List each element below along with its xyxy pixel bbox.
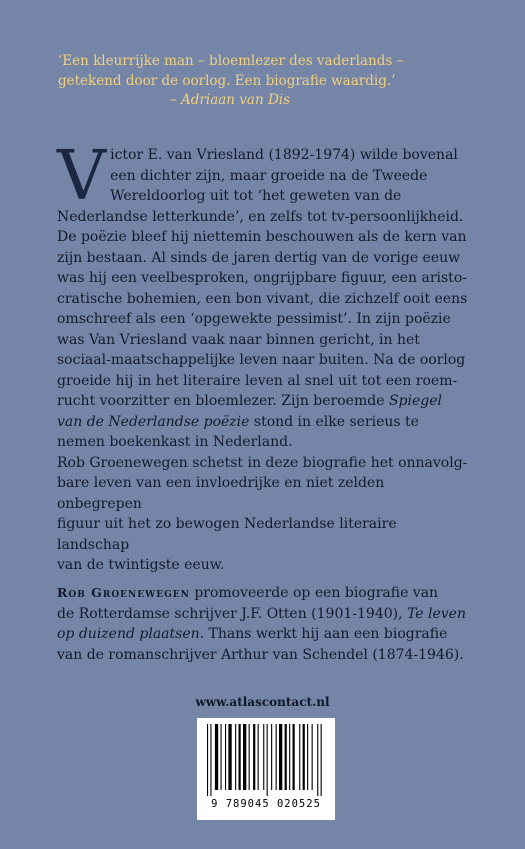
barcode-bar	[207, 724, 208, 796]
barcode-bar	[235, 724, 236, 790]
blurb-para2-line: figuur uit het zo bewogen Nederlandse literaire landschap	[57, 516, 397, 553]
thesis-title-italic-cont: op duizend plaatsen.	[57, 626, 205, 642]
drop-cap: V	[57, 137, 107, 216]
blurb-line: was hij een veelbesproken, ongrijpbare figuur, een aristo-	[57, 270, 467, 286]
blurb-line: Nederlandse letterkunde’, en zelfs tot tv-persoonlijkheid.	[57, 208, 464, 225]
blurb-line: een dichter zijn, maar groeide na de Tweede	[110, 167, 428, 184]
blurb-para2-line: bare leven van een invloedrijke en niet zelden onbegrepen	[57, 475, 385, 512]
blurb-line: cratische bohemien, een bon vivant, die zichzelf ooit eens	[57, 290, 468, 307]
barcode-bar	[239, 724, 241, 790]
barcode-bar	[303, 724, 305, 790]
author-name: Rob Groenewegen	[57, 585, 190, 600]
barcode-bar	[271, 724, 272, 790]
blurb-line: stond in elke serieus te	[249, 413, 419, 430]
barcode-bar	[243, 724, 246, 790]
quote-attribution: – Adriaan van Dis	[170, 92, 291, 108]
barcode-bar	[228, 724, 231, 790]
blurb-para2-line: van de twintigste eeuw.	[57, 557, 225, 573]
barcode-bar	[267, 724, 268, 796]
quote-line-2: getekend door de oorlog. Een biografie waardig.’	[58, 72, 396, 89]
quote-author: Adriaan van Dis	[181, 92, 291, 108]
author-bio: Rob Groenewegen promoveerde op een biografie van de Rotterdamse schrijver J.F. Otten (1901-1940), Te leven op duizend plaatsen. Thans werkt hij aan een biografie van de romanschrijver Arthur van Schendel (1874-1946).	[57, 585, 466, 663]
blurb-para2-line: Rob Groenewegen schetst in deze biografie het onnavolg-	[57, 454, 468, 471]
blurb-line: nemen boekenkast in Nederland.	[57, 434, 293, 450]
back-cover-quote	[58, 52, 478, 111]
barcode-bar	[299, 724, 300, 790]
thesis-title-italic: Te leven	[407, 605, 466, 622]
barcode-bars	[207, 724, 325, 796]
barcode-bar	[293, 724, 295, 790]
barcode-bar	[225, 724, 226, 790]
blurb-line: groeide hij in het literaire leven al snel uit tot een roem-	[57, 372, 458, 389]
barcode-bar	[221, 724, 222, 790]
publisher-website: www.atlascontact.nl	[195, 695, 330, 709]
barcode-bar	[289, 724, 290, 790]
blurb-line: ictor E. van Vriesland (1892-1974) wilde bovenal	[110, 147, 458, 163]
barcode-bar	[307, 724, 308, 790]
blurb-line: rucht voorzitter en bloemlezer. Zijn beroemde	[57, 393, 389, 409]
blurb-line: sociaal-maatschappelijke leven naar buiten. Na de oorlog	[57, 352, 466, 368]
blurb-line: was Van Vriesland vaak naar binnen gericht, in het	[57, 331, 420, 348]
barcode-bar	[258, 724, 259, 790]
blurb-line: De poëzie bleef hij niettemin beschouwen als de kern van	[57, 229, 467, 245]
barcode-bar	[317, 724, 318, 796]
blurb-line: omschreef als een ‘opgewekte pessimist’. In zijn poëzie	[57, 311, 451, 327]
barcode-bar	[285, 724, 287, 790]
quote-line-1: ‘Een kleurrijke man – bloemlezer des vaderlands –	[58, 53, 404, 69]
blurb-text	[57, 137, 472, 576]
book-title-italic-cont: van de Nederlandse poëzie	[57, 413, 250, 430]
barcode-bar	[215, 724, 218, 790]
barcode-bar	[210, 724, 211, 796]
barcode-bar	[321, 724, 322, 796]
blurb-line: Wereldoorlog uit tot ‘het geweten van de	[110, 188, 402, 204]
isbn-barcode	[197, 718, 335, 820]
isbn-number: 9 789045 020525	[211, 798, 321, 810]
barcode-bar	[279, 724, 282, 790]
barcode-bar	[312, 724, 313, 790]
book-title-italic: Spiegel	[388, 393, 442, 409]
barcode-bar	[263, 724, 264, 790]
barcode-bar	[249, 724, 250, 790]
barcode-bar	[276, 724, 277, 790]
blurb-line: zijn bestaan. Al sinds de jaren dertig van de vorige eeuw	[57, 249, 461, 266]
barcode-bar	[253, 724, 255, 790]
